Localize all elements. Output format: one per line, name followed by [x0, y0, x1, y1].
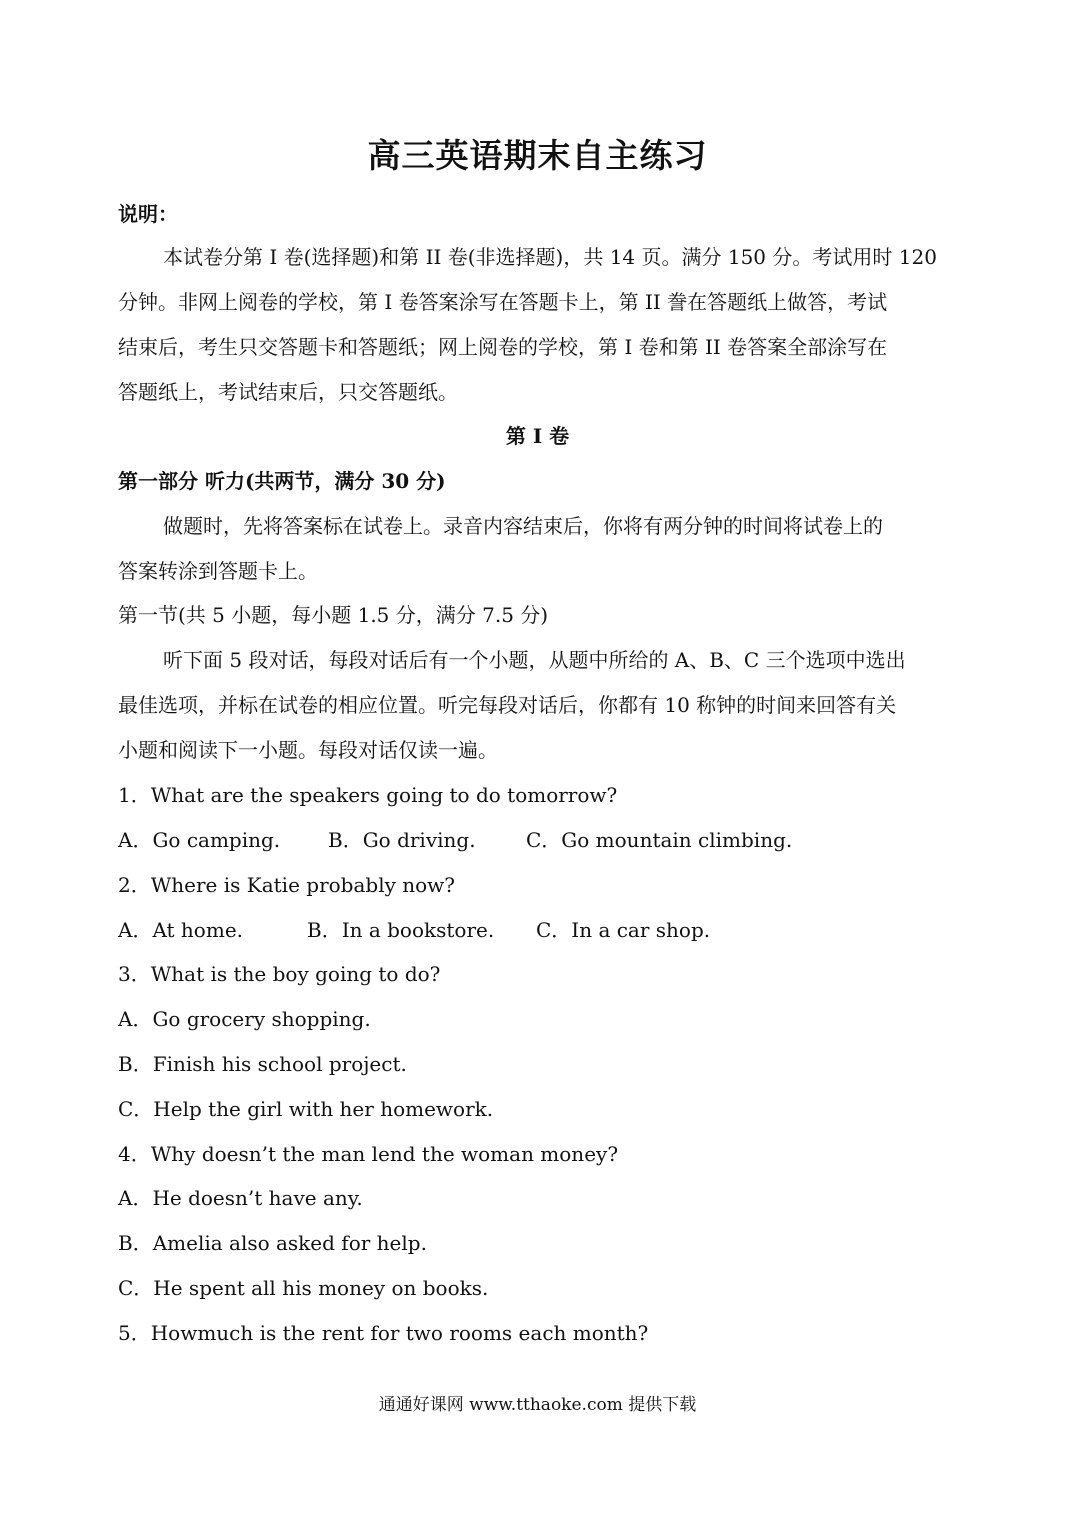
instructions-heading: 说明：: [118, 202, 178, 226]
option-c: C．Go mountain climbing.: [526, 828, 793, 852]
option-c: C．In a car shop.: [536, 918, 711, 942]
option-a: A．He doesn’t have any.: [118, 1186, 363, 1210]
option-a: A．Go camping.: [118, 828, 281, 852]
option-a: A．At home.: [118, 918, 244, 942]
section-instruction-line: 小题和阅读下一小题。每段对话仅读一遍。: [118, 738, 498, 762]
question-1-options: [118, 827, 958, 853]
part-instruction-line: 答案转涂到答题卡上。: [118, 559, 318, 583]
question-2-options: [118, 917, 958, 943]
option-b: B．In a bookstore.: [307, 918, 495, 942]
option-b: B．Go driving.: [328, 828, 476, 852]
page-title: 高三英语期末自主练习: [367, 136, 708, 175]
option-b: B．Amelia also asked for help.: [118, 1231, 427, 1255]
section-instruction-line: 听下面 5 段对话，每段对话后有一个小题，从题中所给的 A、B、C 三个选项中选出: [163, 648, 906, 672]
option-a: A．Go grocery shopping.: [118, 1007, 371, 1031]
instructions-line: 分钟。非网上阅卷的学校，第 I 卷答案涂写在答题卡上，第 II 誊在答题纸上做答，考试: [118, 290, 888, 314]
question-2: 2．Where is Katie probably now?: [118, 873, 456, 897]
instructions-line: 本试卷分第 I 卷(选择题)和第 II 卷(非选择题)，共 14 页。满分 150 分。考试用时 120: [163, 245, 937, 269]
question-4: 4．Why doesn’t the man lend the woman money?: [118, 1142, 619, 1166]
section-heading: 第一节(共 5 小题，每小题 1.5 分，满分 7.5 分): [118, 603, 549, 627]
volume-heading: 第 I 卷: [505, 424, 570, 448]
question-1: 1．What are the speakers going to do tomorrow?: [118, 783, 618, 807]
part-instruction-line: 做题时，先将答案标在试卷上。录音内容结束后，你将有两分钟的时间将试卷上的: [163, 514, 883, 538]
question-3: 3．What is the boy going to do?: [118, 962, 441, 986]
option-c: C．Help the girl with her homework.: [118, 1097, 494, 1121]
instructions-line: 答题纸上，考试结束后，只交答题纸。: [118, 380, 458, 404]
question-5: 5．Howmuch is the rent for two rooms each month?: [118, 1321, 649, 1345]
option-b: B．Finish his school project.: [118, 1052, 407, 1076]
option-c: C．He spent all his money on books.: [118, 1276, 489, 1300]
instructions-line: 结束后，考生只交答题卡和答题纸；网上阅卷的学校，第 I 卷和第 II 卷答案全部涂写在: [118, 335, 888, 359]
page-footer: 通通好课网 www.tthaoke.com 提供下载: [378, 1395, 697, 1415]
section-instruction-line: 最佳选项，并标在试卷的相应位置。听完每段对话后，你都有 10 称钟的时间来回答有关: [118, 693, 897, 717]
part-heading: 第一部分 听力(共两节，满分 30 分): [118, 469, 446, 493]
